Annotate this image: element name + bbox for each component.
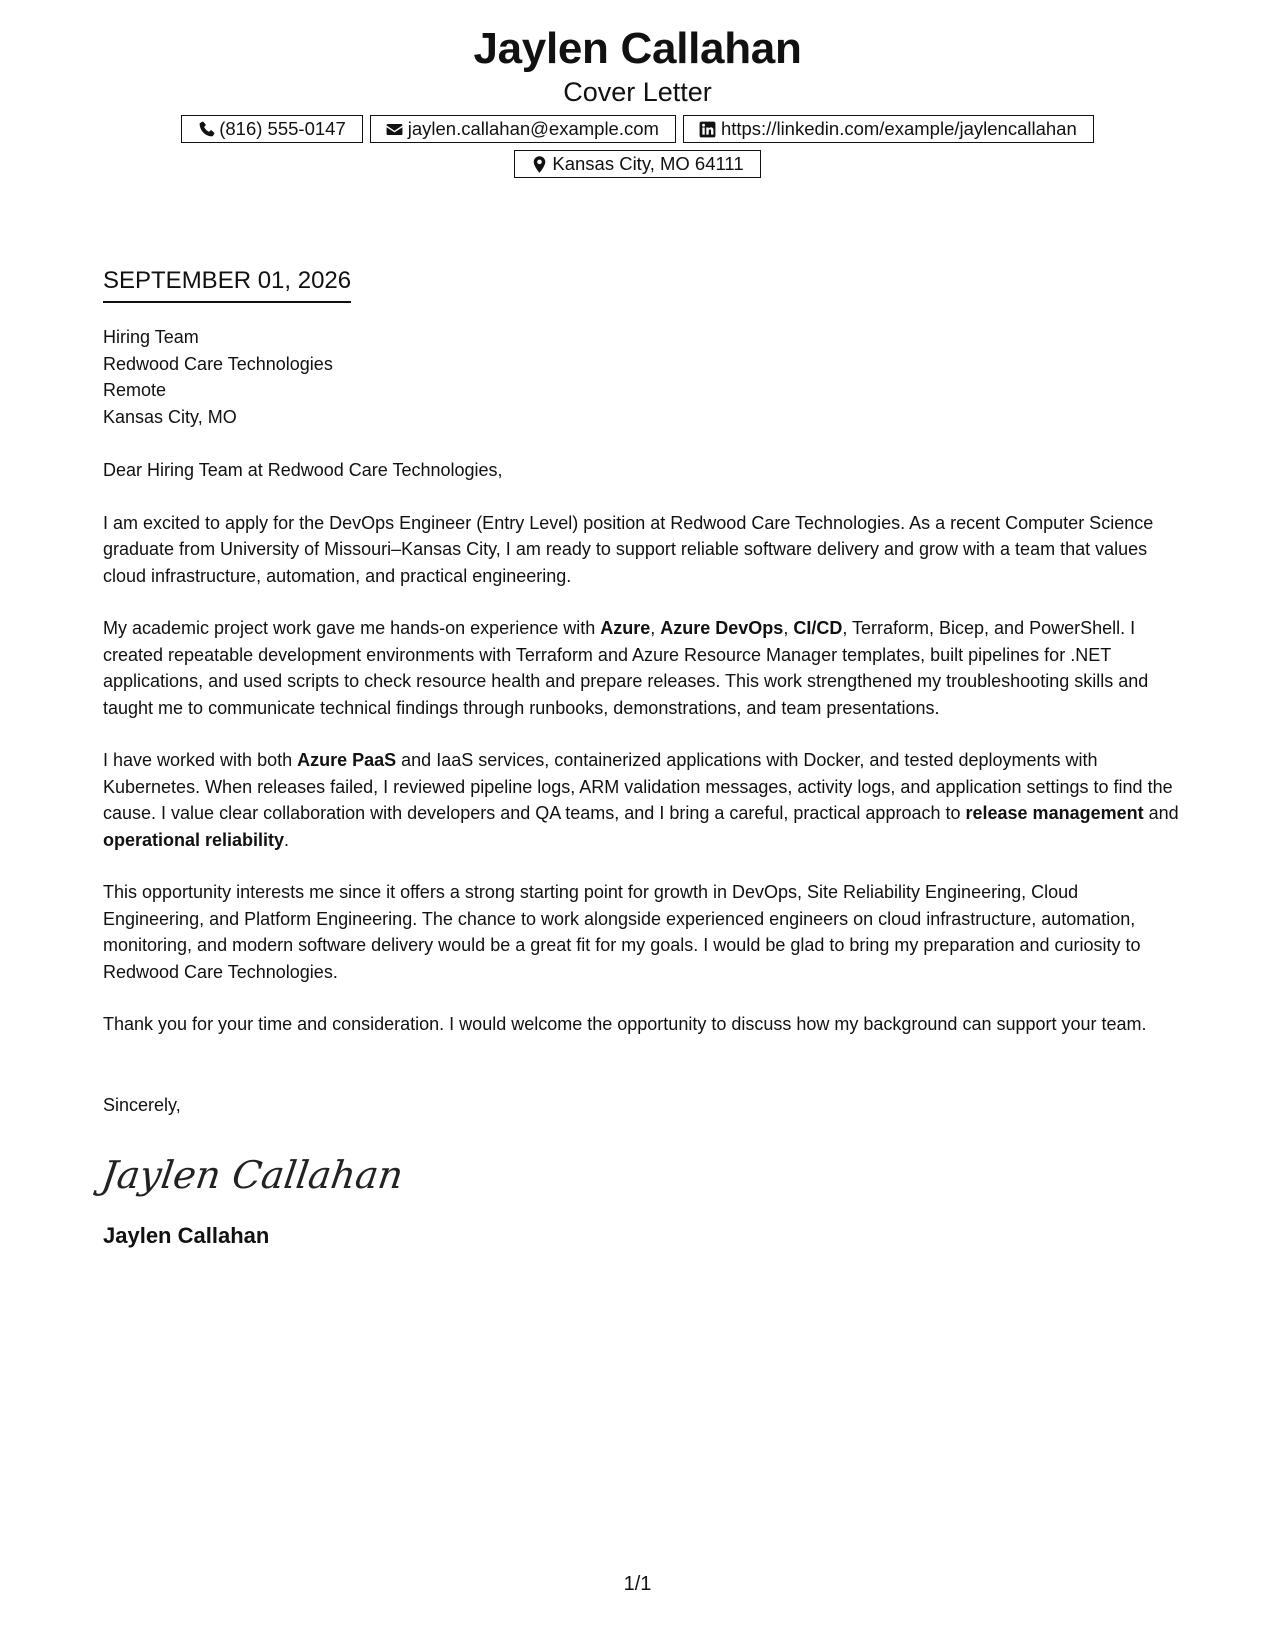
handwritten-signature [98,1140,406,1210]
applicant-name: Jaylen Callahan [473,24,802,73]
paragraph-motivation: This opportunity interests me since it offers a strong starting point for growth in DevOps, Site Reliability Engineering, Cloud Engineering, and Platform Engineering. The chance to work alongside experienced engineers on cloud infrastructure, automation, monitoring, and modern software delivery would be a great fit for my goals. I would be glad to bring my preparation and curiosity to Redwood Care Technologies. [103,882,1141,982]
recipient-address [103,324,1183,430]
phone-chip[interactable] [181,115,363,143]
paragraph-intro: I am excited to apply for the DevOps Engineer (Entry Level) position at Redwood Care Technologies. As a recent Computer Science graduate from University of Missouri–Kansas City, I am ready to support reliable software delivery and grow with a team that values cloud infrastructure, automation, and practical engineering. [103,512,1154,586]
map-pin-icon [529,154,549,174]
paragraph-experience: My academic project work gave me hands-on experience with Azure, Azure DevOps, CI/CD, Terraform, Bicep, and PowerShell. I created repeatable development environments with Terraform and Azure Resource Manager templates, built pipelines for .NET applications, and used scripts to check resource health and prepare releases. This work strengthened my troubleshooting skills and taught me to communicate technical findings through runbooks, demonstrations, and team presentations. [103,618,1149,718]
page-number: 1/1 [623,1573,652,1595]
recipient-line: Redwood Care Technologies [103,353,333,374]
document-title: Cover Letter [563,77,712,107]
email-text: jaylen.callahan@example.com [407,118,659,139]
recipient-line: Kansas City, MO [103,406,237,427]
location-chip [514,150,760,178]
recipient-line: Remote [103,380,167,400]
location-text: Kansas City, MO 64111 [552,153,744,174]
signer-name: Jaylen Callahan [103,1223,270,1248]
email-chip[interactable] [370,115,676,143]
phone-text: (816) 555-0147 [219,118,346,139]
linkedin-text: https://linkedin.com/example/jaylencallahan [720,118,1077,139]
letter-date: SEPTEMBER 01, 2026 [103,266,351,303]
paragraph-skills: I have worked with both Azure PaaS and IaaS services, containerized applications with Docker, and tested deployments with Kubernetes. When releases failed, I reviewed pipeline logs, ARM validation messages, activity logs, and application settings to find the cause. I value clear collaboration with developers and QA teams, and I bring a careful, practical approach to release management and operational reliability. [103,750,1179,850]
contact-row-2 [0,150,1275,178]
linkedin-icon [698,119,718,139]
letter-header [0,22,1275,178]
recipient-line: Hiring Team [103,327,199,347]
svg-text:Jaylen Callahan: Jaylen Callahan [98,1154,406,1198]
contact-row [0,115,1275,143]
salutation: Dear Hiring Team at Redwood Care Technologies, [103,460,503,480]
linkedin-chip[interactable] [683,115,1094,143]
envelope-icon [385,119,405,139]
closing: Sincerely, [103,1094,181,1115]
paragraph-thanks: Thank you for your time and consideration. I would welcome the opportunity to discuss how my background can support your team. [103,1014,1147,1034]
letter-body [98,266,1183,1250]
phone-icon [196,119,216,139]
